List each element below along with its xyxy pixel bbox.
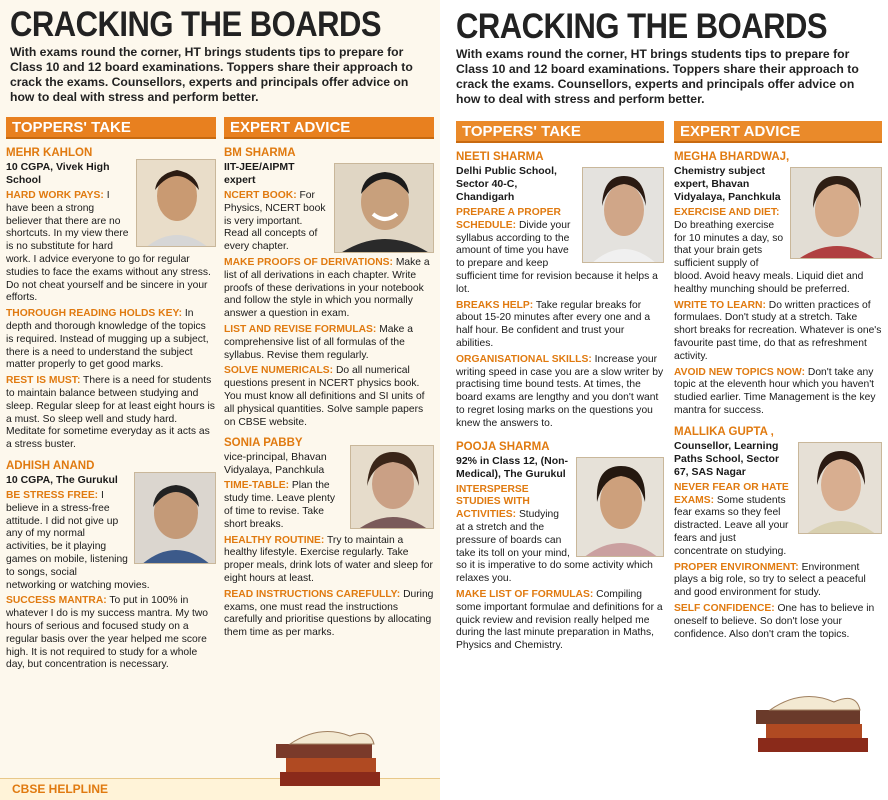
advice-heading: LIST AND REVISE FORMULAS: <box>224 323 377 335</box>
advice-heading: READ INSTRUCTIONS CAREFULLY: <box>224 588 401 600</box>
advice-text <box>674 603 882 641</box>
advice-text <box>224 365 434 429</box>
advice-body: Don't take any topic at the eleventh hour which you haven't studied earlier. Time Management is the key mantra for success. <box>674 366 876 416</box>
person-credential: 10 CGPA, The Gurukul <box>6 473 118 486</box>
advice-text <box>674 562 882 600</box>
person-name: POOJA SHARMA <box>456 440 550 453</box>
portrait-icon <box>137 160 216 247</box>
intro-text: With exams round the corner, HT brings students tips to prepare for Class 10 and 12 board examinations. Toppers share their approach to crack the exams. Counsellors, experts and principals offer advice on how to deal with stress and perform better. <box>10 45 413 104</box>
advice-text <box>224 324 434 362</box>
advice-body: During exams, one must read the instructions carefully and prioritise questions by allocating them time as per marks. <box>224 588 434 639</box>
advice-heading: SELF CONFIDENCE: <box>674 602 775 614</box>
helpline-label: CBSE HELPLINE <box>12 782 109 796</box>
expert-profile <box>674 151 882 418</box>
advice-body: In depth and thorough knowledge of the topics is required. Instead of mugging up a subject, there is a need to understand the subject matter properly to get good marks. <box>6 308 209 371</box>
advice-heading: PROPER ENVIRONMENT: <box>674 561 799 573</box>
expert-profile <box>224 437 434 640</box>
advice-heading: EXERCISE AND DIET: <box>674 207 780 218</box>
portrait-icon <box>791 168 882 259</box>
advice-body: There is a need for students to maintain balance between studying and sleep. Regular sleep for at least eight hours is a must. So sleep well and study hard. Meditate for sometime everyday as it acts as a stress buster. <box>6 375 215 451</box>
right-page <box>448 0 888 800</box>
portrait-photo <box>790 167 882 259</box>
expert-column <box>224 117 434 640</box>
advice-heading: MAKE PROOFS OF DERIVATIONS: <box>224 256 393 268</box>
person-name: MALLIKA GUPTA , <box>674 425 774 438</box>
person-credential: IIT-JEE/AIPMT expert <box>224 161 295 186</box>
advice-body: I have been a strong believer that there are no shortcuts. In my view there is no substitute for hard work. I advice everyone to go for regular studies to face the exams without any stress. Do not cheat yourself and be sincere in your efforts. <box>6 190 211 304</box>
topper-profile <box>456 441 664 653</box>
advice-text <box>456 589 664 653</box>
person-credential: 92% in Class 12, (Non-Medical), The Gurukul <box>456 454 569 480</box>
advice-text <box>6 375 216 452</box>
portrait-icon <box>335 164 434 253</box>
advice-heading: BREAKS HELP: <box>456 299 534 311</box>
portrait-icon <box>583 168 664 263</box>
advice-text <box>6 308 216 372</box>
person-credential: Chemistry subject expert, Bhavan Vidyalaya, Panchkula <box>674 165 781 203</box>
advice-heading: SUCCESS MANTRA: <box>6 595 107 607</box>
portrait-icon <box>577 458 664 557</box>
portrait-icon <box>799 443 882 534</box>
person-name: MEHR KAHLON <box>6 147 93 159</box>
advice-body: One has to believe in oneself to believe. So don't lose your confidence. Also don't cram the topics. <box>674 602 875 640</box>
advice-heading: AVOID NEW TOPICS NOW: <box>674 366 806 378</box>
advice-heading: THOROUGH READING HOLDS KEY: <box>6 308 183 320</box>
person-name: ADHISH ANAND <box>6 459 95 472</box>
advice-body: Make a comprehensive list of all formulas of the syllabus. Revise them regularly. <box>224 323 413 361</box>
person-credential: Delhi Public School, Sector 40-C, Chandigarh <box>456 165 557 203</box>
advice-heading: INTERSPERSE STUDIES WITH ACTIVITIES: <box>456 483 530 521</box>
advice-text <box>224 535 434 586</box>
person-name: MEGHA BHARDWAJ, <box>674 151 790 163</box>
advice-heading: SOLVE NUMERICALS: <box>224 365 334 377</box>
person-name: NEETI SHARMA <box>456 151 544 163</box>
person-credential: Counsellor, Learning Paths School, Sector 67, SAS Nagar <box>674 439 780 478</box>
advice-text <box>674 300 882 364</box>
advice-body: Studying at a stretch and the pressure of boards can take its toll on your mind, so it is imperative to do some activity which relaxes you. <box>456 509 653 585</box>
advice-heading: BE STRESS FREE: <box>6 489 99 501</box>
person-name: SONIA PABBY <box>224 437 303 450</box>
advice-text <box>456 300 664 351</box>
advice-heading: HEALTHY ROUTINE: <box>224 534 325 546</box>
toppers-column <box>456 121 664 653</box>
advice-text <box>674 367 882 418</box>
toppers-header: TOPPERS' TAKE <box>6 117 216 139</box>
portrait-photo <box>576 457 664 557</box>
person-credential: vice-principal, Bhavan Vidyalaya, Panchkula <box>224 451 327 477</box>
expert-column <box>674 121 882 641</box>
advice-body: I believe in a stress-free attitude. I did not give up any of my normal activities, be it playing games on mobile, listening to songs, social networking or watching movies. <box>6 489 150 591</box>
portrait-photo <box>134 472 216 564</box>
intro-text: With exams round the corner, HT brings students tips to prepare for Class 10 and 12 board examinations. Toppers share their approach to crack the exams. Counsellors, experts and principals offer advice on how to deal with stress and perform better. <box>456 47 859 106</box>
advice-body: Compiling some important formulae and definitions for a quick review and revision really helped me during the last minute preparation in Maths, Physics and Chemistry. <box>456 588 663 652</box>
person-credential: 10 CGPA, Vivek High School <box>6 161 110 186</box>
toppers-column <box>6 117 216 672</box>
advice-body: To put in 100% in whatever I do is my success mantra. My two hours of serious and focused study on a regular basis over the year helped me score high. It is not required to study for a whole day, but concentration is necessary. <box>6 595 208 671</box>
advice-body: Do written practices of formulaes. Don't study at a stretch. Take short breaks for recreation. Whatever is one's favourite past time, do that as refreshment activity. <box>674 299 882 362</box>
advice-heading: HARD WORK PAYS: <box>6 190 104 201</box>
expert-header: EXPERT ADVICE <box>224 117 434 139</box>
expert-profile <box>674 426 882 642</box>
advice-body: Make a list of all derivations in each chapter. Write proofs of these derivations in your notebook and follow the style in which you normally answer a question in exam. <box>224 256 430 320</box>
advice-heading: MAKE LIST OF FORMULAS: <box>456 588 594 600</box>
advice-body: Divide your syllabus according to the amount of time you have to prepare and keep sufficient time for revision because it helps a lot. <box>456 219 658 295</box>
expert-header: EXPERT ADVICE <box>674 121 882 143</box>
books-icon <box>748 688 878 760</box>
advice-body: For Physics, NCERT book is very important. Read all concepts of every chapter. <box>224 190 326 253</box>
portrait-icon <box>351 446 434 529</box>
toppers-header: TOPPERS' TAKE <box>456 121 664 143</box>
portrait-photo <box>350 445 434 529</box>
portrait-icon <box>135 473 216 564</box>
advice-heading: REST IS MUST: <box>6 375 81 387</box>
advice-body: Try to maintain a healthy lifestyle. Exercise regularly. Take proper meals, drink lots of water and sleep for eight hours at least. <box>224 534 433 584</box>
portrait-photo <box>334 163 434 253</box>
page-title: CRACKING THE BOARDS <box>456 6 828 47</box>
advice-body: Take regular breaks for about 15-20 minutes after every one and a half hour. Be confident and trust your abilities. <box>456 299 651 349</box>
books-icon <box>270 724 390 794</box>
advice-text <box>224 257 434 321</box>
left-page <box>0 0 440 800</box>
advice-body: Plan the study time. Leave plenty of time to revise. Take short breaks. <box>224 480 336 530</box>
page-divider <box>440 0 448 800</box>
advice-text <box>6 595 216 672</box>
portrait-photo <box>798 442 882 534</box>
advice-body: Environment plays a big role, so try to select a peaceful and good environment for study. <box>674 561 866 599</box>
portrait-photo <box>136 159 216 247</box>
advice-heading: WRITE TO LEARN: <box>674 299 766 311</box>
advice-heading: NCERT BOOK: <box>224 190 297 201</box>
advice-text <box>224 589 434 640</box>
person-name: BM SHARMA <box>224 147 296 159</box>
advice-body: Increase your writing speed in case you are a slow writer by practising time bound tests. At times, the board exams are lengthy and you don't want to regret losing marks on the questions you knew the answers to. <box>456 353 664 429</box>
topper-profile <box>6 460 216 672</box>
advice-text <box>456 354 664 431</box>
advice-body: Do breathing exercise for 10 minutes a day, so that your brain gets sufficient supply of blood. Avoid heavy meals. Liquid diet and healthy munching should be preferred. <box>674 219 864 295</box>
topper-profile <box>6 147 216 452</box>
advice-body: Do all numerical questions present in NCERT physics book. You must know all definitions and SI units of all physical quantities. Solve sample papers on CBSE website. <box>224 365 425 428</box>
advice-heading: TIME-TABLE: <box>224 480 290 492</box>
advice-body: Some students fear exams so they feel distracted. Leave all your fears and just concentrate on studying. <box>674 494 789 557</box>
advice-heading: ORGANISATIONAL SKILLS: <box>456 353 592 365</box>
topper-profile <box>456 151 664 431</box>
advice-heading: PREPARE A PROPER SCHEDULE: <box>456 207 561 231</box>
portrait-photo <box>582 167 664 263</box>
advice-heading: NEVER FEAR OR HATE EXAMS: <box>674 481 789 506</box>
expert-profile <box>224 147 434 429</box>
page-title: CRACKING THE BOARDS <box>10 4 382 45</box>
